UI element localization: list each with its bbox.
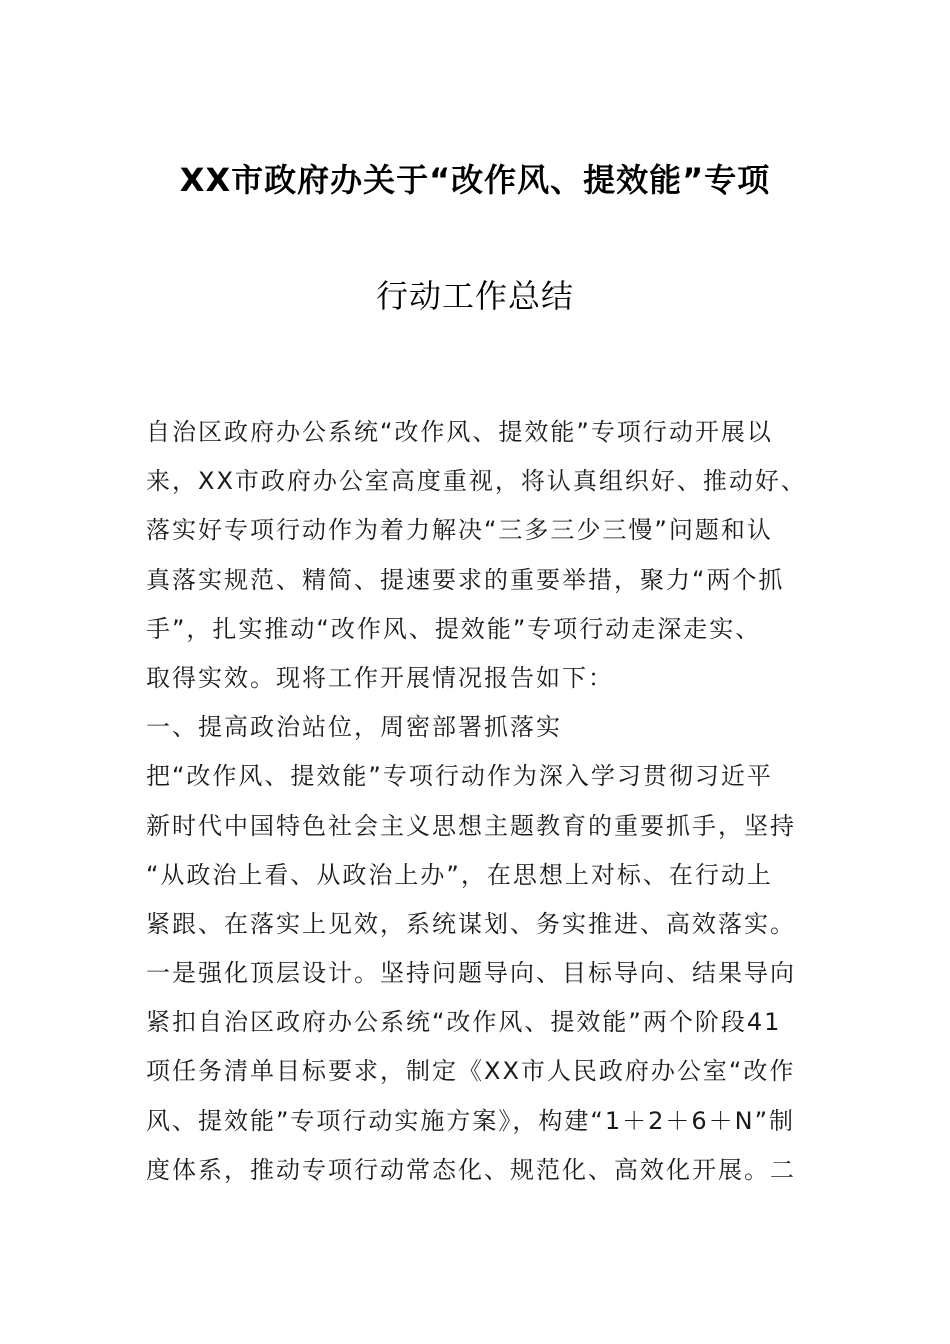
body-line: 来，XX市政府办公室高度重视，将认真组织好、推动好、 xyxy=(146,467,807,496)
body-line: 手”，扎实推动“改作风、提效能”专项行动走深走实、 xyxy=(146,614,762,643)
body-line: 项任务清单目标要求，制定《XX市人民政府办公室“改作 xyxy=(146,1057,796,1086)
body-line: 紧跟、在落实上见效，系统谋划、务实推进、高效落实。 xyxy=(146,909,796,938)
body-line: 取得实效。现将工作开展情况报告如下： xyxy=(146,663,614,692)
body-line: “从政治上看、从政治上办”，在思想上对标、在行动上 xyxy=(146,860,773,889)
body-line: 真落实规范、精简、提速要求的重要举措，聚力“两个抓 xyxy=(146,565,785,594)
body-line: 风、提效能”专项行动实施方案》，构建“1＋2＋6＋N”制 xyxy=(146,1106,796,1135)
document-title xyxy=(0,150,950,326)
body-line: 一是强化顶层设计。坚持问题导向、目标导向、结果导向 xyxy=(146,959,796,988)
title-line-1: XX市政府办关于“改作风、提效能”专项 xyxy=(179,161,771,199)
body-line: 把“改作风、提效能”专项行动作为深入学习贯彻习近平 xyxy=(146,762,773,791)
document-body xyxy=(146,408,806,1195)
body-line: 紧扣自治区政府办公系统“改作风、提效能”两个阶段41 xyxy=(146,1008,782,1037)
body-line: 自治区政府办公系统“改作风、提效能”专项行动开展以 xyxy=(146,418,773,446)
title-line-2: 行动工作总结 xyxy=(375,277,574,315)
section-heading: 一、提高政治站位，周密部署抓落实 xyxy=(146,713,562,742)
body-line: 落实好专项行动作为着力解决“三多三少三慢”问题和认 xyxy=(146,516,773,545)
body-line: 度体系，推动专项行动常态化、规范化、高效化开展。二 xyxy=(146,1155,796,1184)
body-line: 新时代中国特色社会主义思想主题教育的重要抓手，坚持 xyxy=(146,811,796,840)
